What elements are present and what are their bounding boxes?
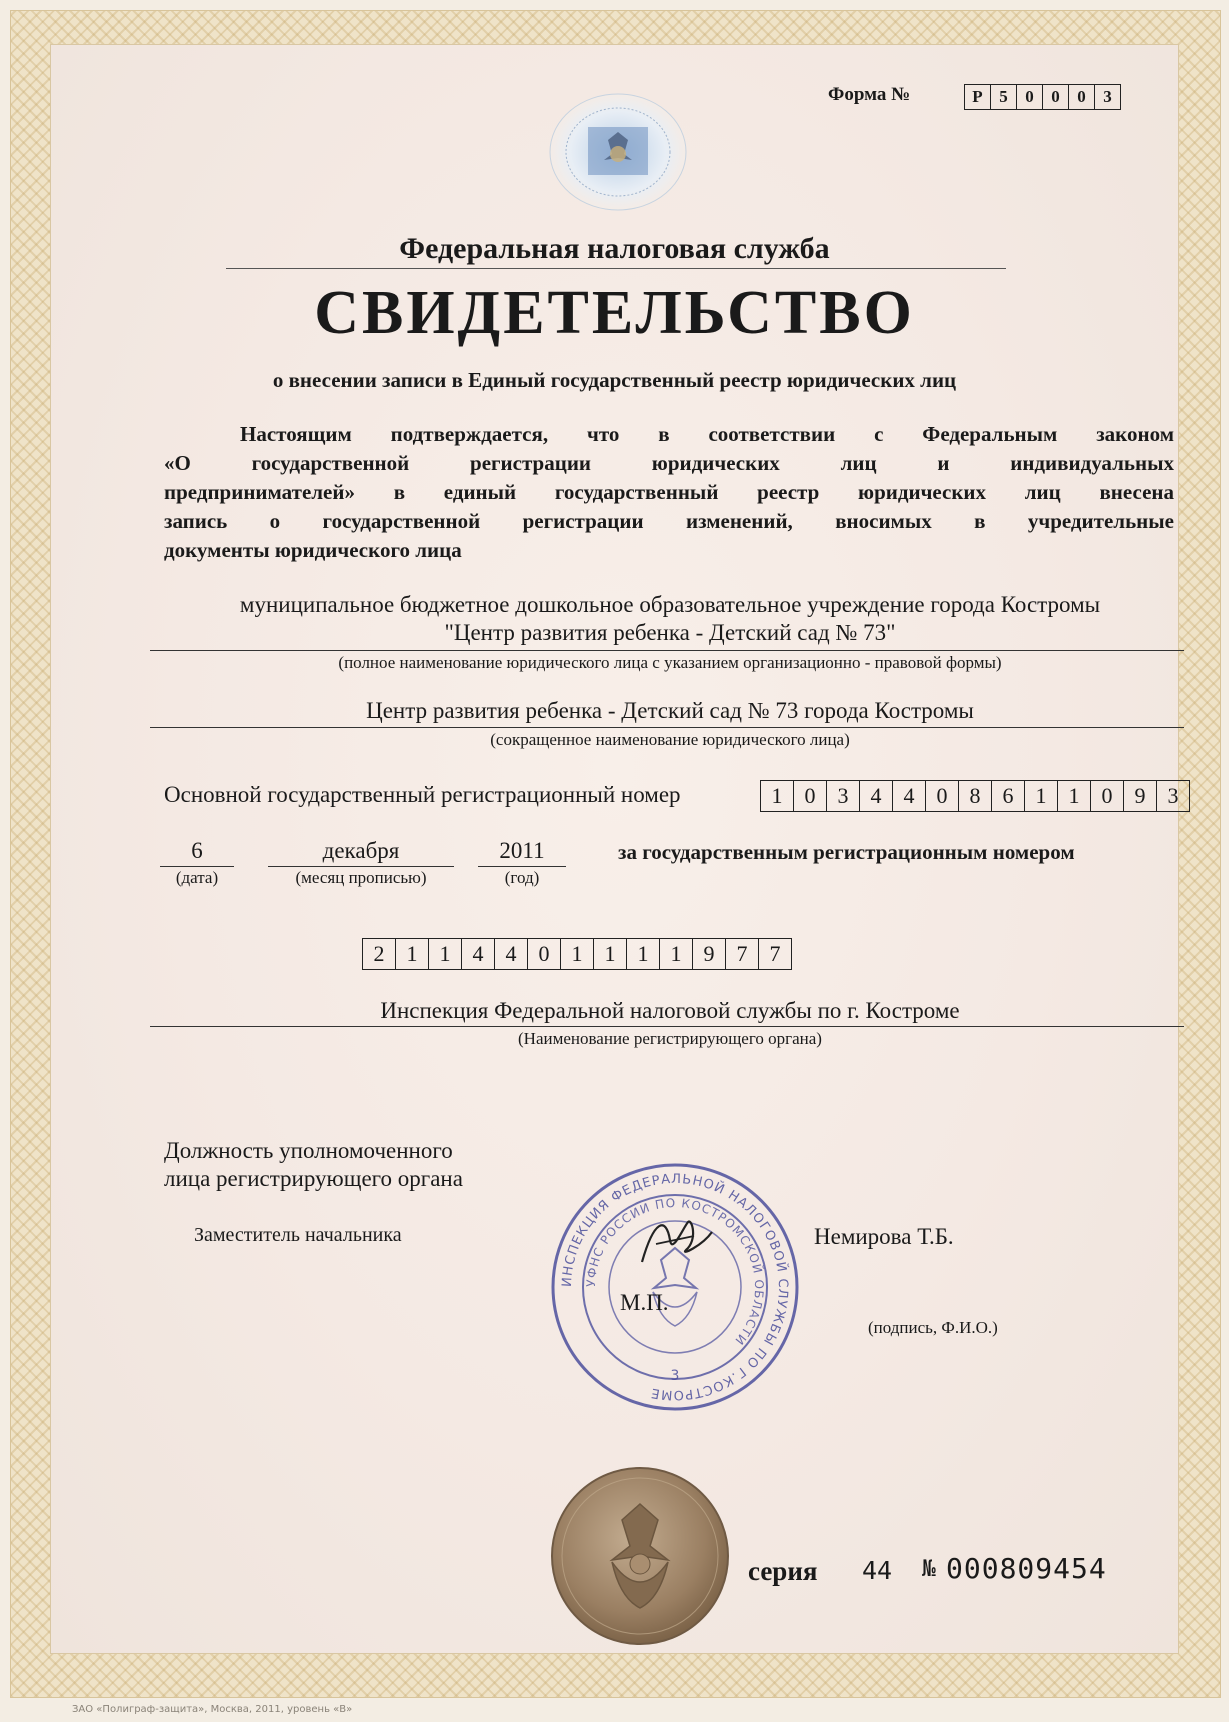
coat-of-arms-seal-icon: [550, 1466, 730, 1646]
grn-digit: 1: [561, 939, 594, 969]
entity-full-name-line1: муниципальное бюджетное дошкольное образовательное учреждение города Костромы: [239, 592, 1101, 617]
date-month-underline: [268, 866, 454, 867]
form-code-boxes: [964, 84, 1121, 110]
number-prefix: №: [922, 1556, 936, 1582]
ogrn-digit: 0: [926, 781, 959, 811]
entity-full-name-line2: "Центр развития ребенка - Детский сад № 73": [444, 620, 896, 645]
ogrn-digit: 8: [959, 781, 992, 811]
ogrn-digit: 3: [827, 781, 860, 811]
date-year: 2011: [499, 838, 545, 863]
stamp-place-mark: М.П.: [620, 1290, 669, 1315]
grn-digit: 2: [363, 939, 396, 969]
authority-caption: (Наименование регистрирующего органа): [518, 1029, 822, 1048]
grn-digit: 1: [396, 939, 429, 969]
grn-digit: 7: [726, 939, 759, 969]
agency-underline: [226, 268, 1006, 269]
position-label-line2: лица регистрирующего органа: [164, 1166, 463, 1191]
paragraph-line: запись о государственной регистрации изменений, вносимых в учредительные: [164, 509, 1174, 533]
series-value: 44: [862, 1556, 893, 1585]
form-code-char: 3: [1103, 87, 1112, 106]
stamp-outer-text: ИНСПЕКЦИЯ ФЕДЕРАЛЬНОЙ НАЛОГОВОЙ СЛУЖБЫ ПО Г.КОСТРОМЕ: [559, 1171, 791, 1403]
signature-caption: (подпись, Ф.И.О.): [868, 1318, 998, 1337]
authority-underline: [150, 1026, 1184, 1027]
form-label: Форма №: [828, 84, 911, 105]
short-name-caption: (сокращенное наименование юридического лица): [490, 730, 850, 749]
signatory-name: Немирова Т.Б.: [814, 1224, 954, 1249]
stamp-number: 3: [670, 1368, 680, 1384]
authority-name: Инспекция Федеральной налоговой службы по г. Костроме: [380, 998, 960, 1023]
ogrn-digit: 4: [860, 781, 893, 811]
position-label-line1: Должность уполномоченного: [164, 1138, 453, 1163]
form-code-char: 0: [1069, 85, 1095, 109]
series-label: серия: [748, 1556, 818, 1586]
ogrn-digit: 1: [1058, 781, 1091, 811]
date-month-caption: (месяц прописью): [295, 868, 427, 887]
certificate-title: СВИДЕТЕЛЬСТВО: [314, 279, 915, 347]
grn-digit: 9: [693, 939, 726, 969]
grn-boxes: [362, 938, 792, 970]
entity-short-name: Центр развития ребенка - Детский сад № 73 города Костромы: [366, 698, 974, 723]
short-name-underline: [150, 727, 1184, 728]
stamp-seal-icon: [548, 1160, 802, 1414]
form-code-char: Р: [965, 85, 991, 109]
paragraph-line: Настоящим подтверждается, что в соответствии с Федеральным законом: [240, 422, 1174, 446]
ogrn-digit: 4: [893, 781, 926, 811]
grn-digit: 0: [528, 939, 561, 969]
grn-digit: 4: [462, 939, 495, 969]
signature-scribble-icon: [636, 1210, 716, 1274]
grn-digit: 7: [769, 941, 781, 966]
form-code-char: 5: [991, 85, 1017, 109]
date-year-underline: [478, 866, 566, 867]
hologram-emblem-icon: [548, 92, 688, 212]
ogrn-digit: 0: [794, 781, 827, 811]
grn-digit: 1: [660, 939, 693, 969]
ogrn-digit: 6: [992, 781, 1025, 811]
reg-number-label: за государственным регистрационным номером: [618, 840, 1075, 864]
ogrn-label: Основной государственный регистрационный номер: [164, 782, 681, 807]
certificate-number: 000809454: [946, 1552, 1107, 1585]
date-day-underline: [160, 866, 234, 867]
paragraph-line: предпринимателей» в единый государственный реестр юридических лиц внесена: [164, 480, 1174, 504]
ogrn-digit: 0: [1091, 781, 1124, 811]
ogrn-boxes: [760, 780, 1190, 812]
ogrn-digit: 1: [761, 781, 794, 811]
confirmation-paragraph: [164, 420, 1174, 565]
ogrn-digit: 3: [1167, 783, 1179, 808]
ogrn-digit: 1: [1025, 781, 1058, 811]
date-day-caption: (дата): [175, 868, 219, 887]
paragraph-line: документы юридического лица: [164, 538, 462, 562]
signatory-position: Заместитель начальника: [194, 1224, 402, 1246]
form-code-char: 0: [1043, 85, 1069, 109]
certificate-subtitle: о внесении записи в Единый государственный реестр юридических лиц: [272, 368, 957, 392]
grn-digit: 1: [429, 939, 462, 969]
date-year-caption: (год): [504, 868, 540, 887]
grn-digit: 4: [495, 939, 528, 969]
full-name-underline: [150, 650, 1184, 651]
form-code-char: 0: [1017, 85, 1043, 109]
ogrn-digit: 9: [1124, 781, 1157, 811]
grn-digit: 1: [594, 939, 627, 969]
official-stamp: [548, 1160, 802, 1414]
paragraph-line: «О государственной регистрации юридических лиц и индивидуальных: [164, 451, 1174, 475]
grn-digit: 1: [627, 939, 660, 969]
stamp-inner-text: УФНС РОССИИ ПО КОСТРОМСКОЙ ОБЛАСТИ: [583, 1195, 767, 1348]
agency-name: Федеральная налоговая служба: [399, 232, 830, 265]
date-day: 6: [191, 838, 203, 863]
printer-note: ЗАО «Полиграф-защита», Москва, 2011, уровень «В»: [72, 1704, 353, 1715]
date-month: декабря: [322, 838, 400, 863]
full-name-caption: (полное наименование юридического лица с указанием организационно - правовой формы): [338, 653, 1002, 672]
